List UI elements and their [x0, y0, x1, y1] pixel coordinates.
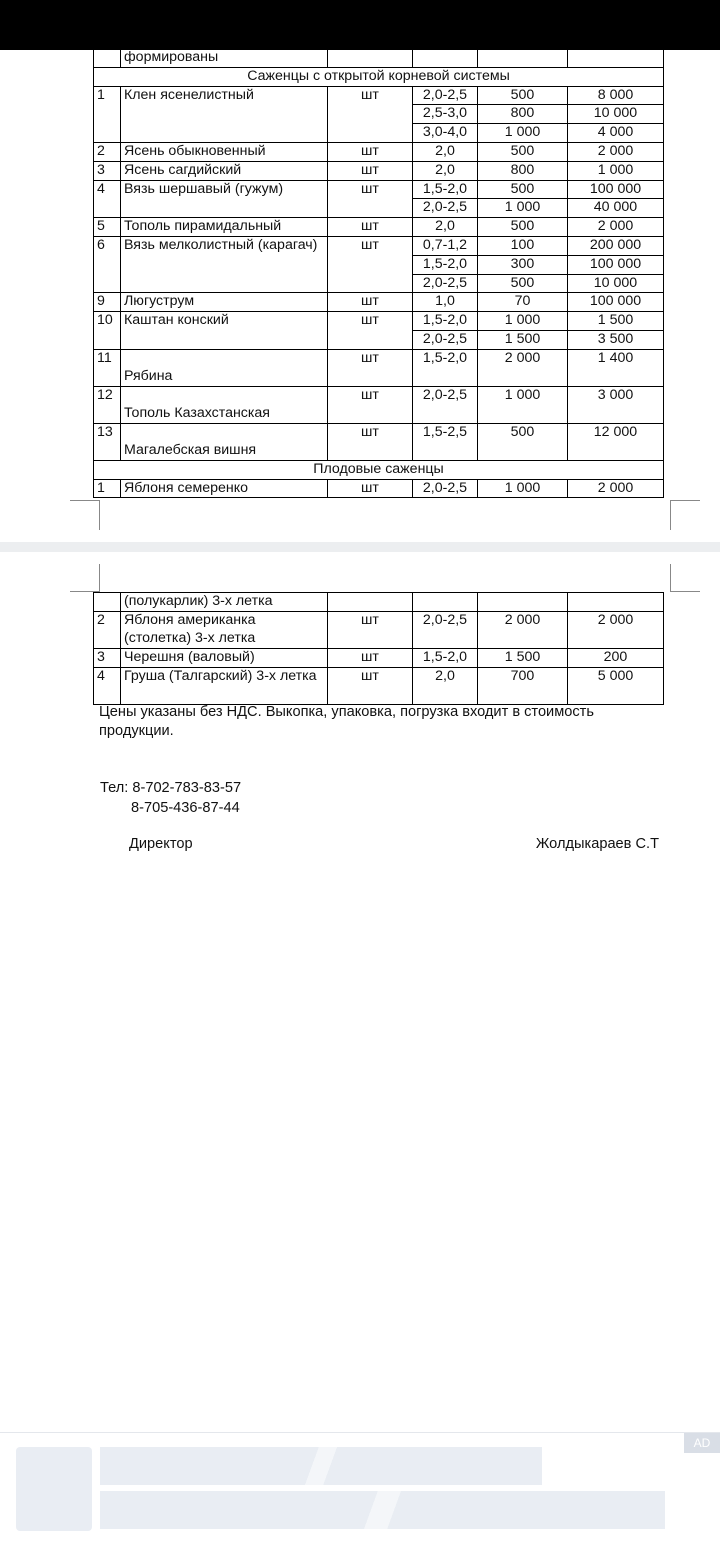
table-row	[94, 593, 664, 612]
quantity-cell: 10 000	[568, 105, 664, 124]
size-cell: 2,0-2,5	[413, 274, 478, 293]
crop-mark	[670, 564, 671, 592]
phone-line-2: 8-705-436-87-44	[131, 800, 240, 816]
price-cell: 700	[478, 667, 568, 704]
item-name: Ясень сагдийский	[121, 161, 328, 180]
size-cell: 2,0	[413, 667, 478, 704]
quantity-cell: 4 000	[568, 124, 664, 143]
row-number: 3	[94, 648, 121, 667]
quantity-cell: 2 000	[568, 142, 664, 161]
quantity-cell: 2 000	[568, 611, 664, 648]
table-row	[94, 180, 664, 199]
price-table-page-2	[93, 592, 664, 705]
quantity-cell: 12 000	[568, 423, 664, 460]
quantity-cell: 40 000	[568, 199, 664, 218]
item-name: Яблоня американка (столетка) 3-х летка	[121, 611, 328, 648]
item-name: Клен ясенелистный	[121, 86, 328, 142]
price-cell: 800	[478, 161, 568, 180]
price-table-page-1	[93, 48, 664, 498]
price-cell: 1 000	[478, 124, 568, 143]
quantity-cell: 2 000	[568, 218, 664, 237]
ad-thumbnail-placeholder	[16, 1447, 92, 1531]
quantity-cell: 3 000	[568, 386, 664, 423]
item-name: Тополь пирамидальный	[121, 218, 328, 237]
unit-cell: шт	[328, 180, 413, 218]
unit-cell: шт	[328, 218, 413, 237]
row-number: 6	[94, 236, 121, 292]
size-cell: 2,0-2,5	[413, 479, 478, 498]
row-number: 9	[94, 293, 121, 312]
price-cell: 1 500	[478, 330, 568, 349]
price-cell: 800	[478, 105, 568, 124]
table-row	[94, 312, 664, 331]
row-number: 3	[94, 161, 121, 180]
vat-note: Цены указаны без НДС. Выкопка, упаковка, погрузка входит в стоимость продукции.	[99, 704, 594, 739]
row-number: 2	[94, 611, 121, 648]
unit-cell: шт	[328, 611, 413, 648]
unit-cell: шт	[328, 479, 413, 498]
unit-cell: шт	[328, 648, 413, 667]
phone-line-1: Тел: 8-702-783-83-57	[100, 780, 242, 796]
size-cell: 2,0-2,5	[413, 330, 478, 349]
table-row	[94, 479, 664, 498]
row-number: 12	[94, 386, 121, 423]
crop-mark	[670, 500, 700, 501]
ad-text-placeholder	[100, 1491, 665, 1529]
size-cell: 1,5-2,0	[413, 255, 478, 274]
row-number: 10	[94, 312, 121, 350]
item-name: Тополь Казахстанская	[121, 386, 328, 423]
unit-cell: шт	[328, 386, 413, 423]
unit-cell: шт	[328, 423, 413, 460]
signature-title: Директор	[129, 836, 193, 852]
item-name: Рябина	[121, 349, 328, 386]
phone-block	[100, 778, 241, 818]
price-cell: 500	[478, 142, 568, 161]
item-name: Ясень обыкновенный	[121, 142, 328, 161]
size-cell: 2,0-2,5	[413, 199, 478, 218]
table-row	[94, 218, 664, 237]
size-cell: 3,0-4,0	[413, 124, 478, 143]
row-number: 1	[94, 479, 121, 498]
size-cell: 1,5-2,0	[413, 648, 478, 667]
ad-banner[interactable]	[0, 1432, 720, 1545]
quantity-cell: 200	[568, 648, 664, 667]
size-cell: 2,0	[413, 218, 478, 237]
quantity-cell: 100 000	[568, 180, 664, 199]
table-row	[94, 161, 664, 180]
size-cell: 1,5-2,5	[413, 423, 478, 460]
price-cell: 500	[478, 86, 568, 105]
price-cell: 2 000	[478, 349, 568, 386]
price-cell: 1 000	[478, 386, 568, 423]
quantity-cell: 2 000	[568, 479, 664, 498]
document-page-2	[0, 552, 720, 1432]
quantity-cell: 5 000	[568, 667, 664, 704]
price-cell: 2 000	[478, 611, 568, 648]
signature-name: Жолдыкараев С.Т	[535, 836, 659, 852]
table-row	[94, 142, 664, 161]
price-cell: 100	[478, 236, 568, 255]
item-name: Каштан конский	[121, 312, 328, 350]
item-name: (полукарлик) 3-х летка	[121, 593, 328, 612]
size-cell: 2,0	[413, 161, 478, 180]
item-name: формированы	[121, 49, 328, 68]
table-row	[94, 611, 664, 648]
price-cell: 300	[478, 255, 568, 274]
quantity-cell: 1 000	[568, 161, 664, 180]
crop-mark	[70, 500, 100, 501]
section-title: Плодовые саженцы	[94, 460, 664, 479]
price-cell: 1 000	[478, 479, 568, 498]
item-name: Черешня (валовый)	[121, 648, 328, 667]
row-number: 5	[94, 218, 121, 237]
section-header-row	[94, 67, 664, 86]
unit-cell: шт	[328, 293, 413, 312]
table-row	[94, 86, 664, 105]
unit-cell: шт	[328, 312, 413, 350]
size-cell: 1,5-2,0	[413, 349, 478, 386]
ad-badge: AD	[684, 1433, 720, 1453]
quantity-cell: 10 000	[568, 274, 664, 293]
size-cell: 1,0	[413, 293, 478, 312]
price-cell: 500	[478, 180, 568, 199]
unit-cell: шт	[328, 349, 413, 386]
unit-cell: шт	[328, 667, 413, 704]
table-row	[94, 236, 664, 255]
size-cell: 2,0-2,5	[413, 86, 478, 105]
size-cell: 1,5-2,0	[413, 312, 478, 331]
size-cell: 2,0	[413, 142, 478, 161]
size-cell: 2,5-3,0	[413, 105, 478, 124]
size-cell: 0,7-1,2	[413, 236, 478, 255]
quantity-cell: 3 500	[568, 330, 664, 349]
row-number: 4	[94, 667, 121, 704]
quantity-cell: 8 000	[568, 86, 664, 105]
price-cell: 1 000	[478, 199, 568, 218]
quantity-cell: 100 000	[568, 293, 664, 312]
price-cell: 500	[478, 423, 568, 460]
price-cell: 500	[478, 218, 568, 237]
section-header-row	[94, 460, 664, 479]
section-title: Саженцы с открытой корневой системы	[94, 67, 664, 86]
size-cell: 2,0-2,5	[413, 386, 478, 423]
table-row	[94, 49, 664, 68]
table-row	[94, 293, 664, 312]
table-row	[94, 667, 664, 704]
price-cell: 1 000	[478, 312, 568, 331]
unit-cell: шт	[328, 161, 413, 180]
row-number: 1	[94, 86, 121, 142]
price-cell: 70	[478, 293, 568, 312]
crop-mark	[670, 591, 700, 592]
unit-cell: шт	[328, 142, 413, 161]
size-cell: 2,0-2,5	[413, 611, 478, 648]
document-page-1	[0, 50, 720, 542]
crop-mark	[99, 500, 100, 530]
quantity-cell: 1 400	[568, 349, 664, 386]
table-row	[94, 386, 664, 423]
ad-text-placeholder	[100, 1447, 542, 1485]
row-number: 13	[94, 423, 121, 460]
item-name: Магалебская вишня	[121, 423, 328, 460]
row-number: 4	[94, 180, 121, 218]
quantity-cell: 1 500	[568, 312, 664, 331]
table-row	[94, 423, 664, 460]
row-number: 11	[94, 349, 121, 386]
quantity-cell: 100 000	[568, 255, 664, 274]
quantity-cell: 200 000	[568, 236, 664, 255]
item-name: Люгуструм	[121, 293, 328, 312]
top-status-bar	[0, 0, 720, 50]
item-name: Вязь мелколистный (карагач)	[121, 236, 328, 292]
item-name: Вязь шершавый (гужум)	[121, 180, 328, 218]
page-separator	[0, 542, 720, 552]
unit-cell: шт	[328, 236, 413, 292]
price-cell: 500	[478, 274, 568, 293]
item-name: Груша (Талгарский) 3-х летка	[121, 667, 328, 704]
table-row	[94, 349, 664, 386]
unit-cell: шт	[328, 86, 413, 142]
table-row	[94, 648, 664, 667]
row-number: 2	[94, 142, 121, 161]
price-cell: 1 500	[478, 648, 568, 667]
crop-mark	[99, 564, 100, 592]
item-name: Яблоня семеренко	[121, 479, 328, 498]
crop-mark	[670, 500, 671, 530]
size-cell: 1,5-2,0	[413, 180, 478, 199]
